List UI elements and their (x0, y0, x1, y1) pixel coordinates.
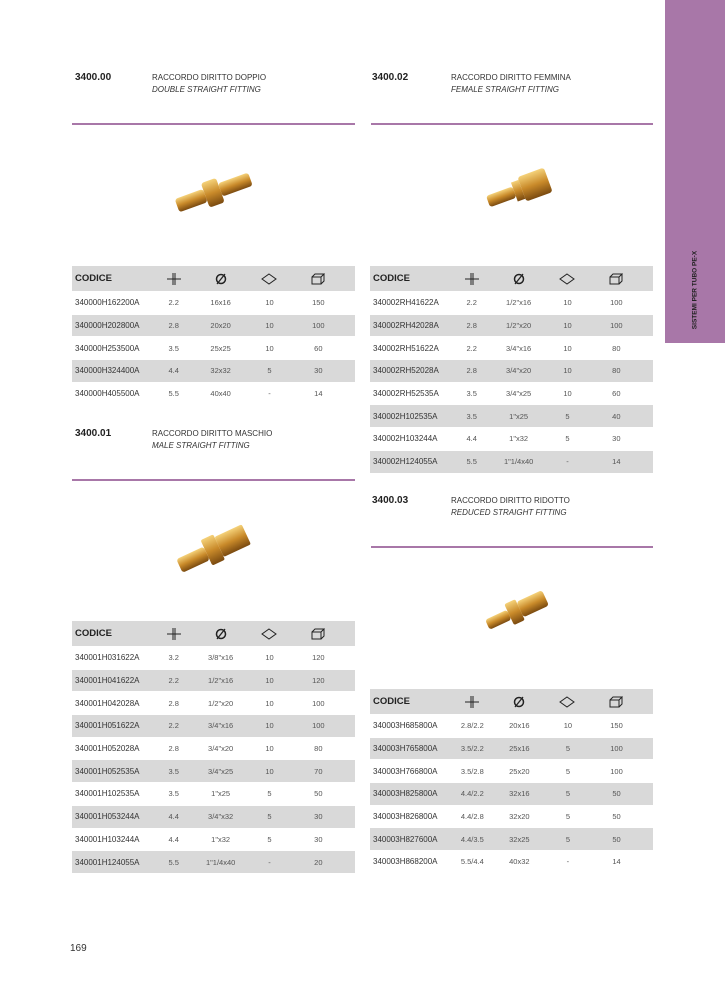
table-cell: 80 (612, 366, 621, 376)
table-cell: 120 (312, 676, 325, 686)
table-row (72, 829, 355, 852)
table-row (72, 806, 355, 829)
table-cell: 30 (314, 812, 323, 822)
table-cell: 340001H103244A (75, 834, 140, 844)
table-cell: 340000H253500A (75, 343, 140, 353)
table-cell: 4.4/2.8 (460, 812, 484, 822)
table-cell: 10 (563, 366, 572, 376)
table-cell: 10 (563, 389, 572, 399)
table-cell: 100 (312, 321, 325, 331)
table-cell: 3/4"x25 (208, 766, 234, 776)
table-cell: 3.2 (168, 653, 179, 663)
pack-icon (555, 696, 579, 708)
table-cell: 3.5 (168, 343, 179, 353)
table-cell: 340001H124055A (75, 857, 140, 867)
table-cell: 340001H052028A (75, 744, 140, 754)
table-cell: 340003H868200A (373, 857, 438, 867)
table-cell: 100 (610, 298, 623, 308)
column-header-code: CODICE (75, 628, 112, 639)
section-title (152, 72, 266, 96)
table-cell: 3/4"x32 (208, 812, 234, 822)
table-cell: 340000H405500A (75, 389, 140, 399)
table-cell: 5 (565, 812, 571, 822)
table-cell: 1/2"x20 (208, 698, 234, 708)
title-en: DOUBLE STRAIGHT FITTING (152, 85, 261, 94)
table-cell: 5.5/4.4 (460, 857, 484, 867)
table-cell: 3.5/2.2 (460, 744, 484, 754)
divider (371, 123, 653, 125)
table-cell: 340002RH41622A (373, 298, 439, 308)
table-row (370, 451, 653, 474)
table-cell: 340003H825800A (373, 789, 438, 799)
table-cell: 30 (314, 366, 323, 376)
table-row (370, 428, 653, 451)
table-cell: - (566, 857, 570, 867)
table-cell: 10 (265, 298, 274, 308)
section-tab-label: SISTEMI PER TUBO PE-X (691, 250, 699, 330)
title-en: FEMALE STRAIGHT FITTING (451, 85, 560, 94)
table-cell: 25x20 (509, 766, 530, 776)
table-cell: 3.5 (168, 766, 179, 776)
table-cell: 1/2"x16 (208, 676, 234, 686)
table-cell: 32x20 (509, 812, 530, 822)
pack-icon (555, 273, 579, 285)
diameter-icon (482, 696, 555, 708)
section-title (152, 428, 272, 452)
product-table (370, 266, 653, 474)
table-cell: 150 (610, 721, 623, 731)
thickness-icon (163, 273, 184, 285)
divider (72, 123, 355, 125)
table-cell: 340001H102535A (75, 789, 140, 799)
table-row (72, 715, 355, 738)
table-cell: 340001H041622A (75, 676, 140, 686)
table-cell: 4.4/2.2 (460, 789, 484, 799)
table-cell: 40x32 (509, 857, 530, 867)
table-cell: 340002H103244A (373, 434, 438, 444)
table-cell: 60 (612, 389, 621, 399)
table-cell: 5 (267, 812, 272, 822)
diameter-icon (184, 273, 257, 285)
table-row (72, 783, 355, 806)
table-cell: 3/4"x20 (506, 366, 532, 376)
table-cell: 120 (312, 653, 325, 663)
table-cell: 5 (565, 744, 571, 754)
table-row (370, 715, 653, 738)
table-cell: 16x16 (210, 298, 231, 308)
table-cell: 10 (563, 343, 572, 353)
table-cell: 340002H102535A (373, 411, 438, 421)
table-row (370, 828, 653, 851)
table-cell: 5 (267, 366, 272, 376)
title-it: RACCORDO DIRITTO FEMMINA (451, 73, 571, 82)
table-cell: 10 (265, 676, 274, 686)
table-cell: 32x16 (509, 789, 530, 799)
table-cell: 1/2"x20 (506, 321, 532, 331)
table-row (72, 738, 355, 761)
table-cell: 2.8 (168, 698, 179, 708)
table-cell: - (566, 457, 569, 467)
table-cell: - (268, 389, 271, 399)
table-cell: 2.8 (466, 366, 477, 376)
table-row (72, 315, 355, 338)
product-image-male-fitting (170, 520, 260, 580)
table-cell: 2.2 (168, 676, 179, 686)
table-cell: 80 (612, 343, 621, 353)
table-cell: 340001H042028A (75, 698, 140, 708)
table-cell: 150 (312, 298, 325, 308)
table-cell: 2.2 (168, 721, 179, 731)
table-cell: 10 (265, 766, 274, 776)
product-table (72, 266, 355, 405)
table-row (72, 851, 355, 874)
table-cell: 40x40 (210, 389, 231, 399)
table-cell: 100 (312, 698, 325, 708)
table-cell: 10 (265, 744, 274, 754)
page-number: 169 (70, 943, 87, 954)
table-cell: 100 (312, 721, 325, 731)
product-image-double-fitting (170, 165, 260, 220)
table-row (370, 806, 653, 829)
box-icon (580, 273, 653, 285)
table-cell: 50 (612, 812, 621, 822)
table-cell: 1"x32 (509, 434, 529, 444)
table-cell: 100 (610, 744, 623, 754)
title-it: RACCORDO DIRITTO RIDOTTO (451, 496, 570, 505)
table-cell: 10 (265, 653, 274, 663)
section-title (451, 72, 571, 96)
table-cell: 10 (563, 321, 572, 331)
table-cell: 10 (265, 721, 274, 731)
table-cell: 5 (565, 434, 570, 444)
table-cell: 340002RH51622A (373, 343, 439, 353)
table-cell: 340003H765800A (373, 744, 438, 754)
table-cell: 70 (314, 766, 323, 776)
table-cell: 340001H053244A (75, 812, 140, 822)
table-cell: 20 (314, 857, 323, 867)
table-cell: 14 (612, 857, 621, 867)
box-icon (282, 273, 355, 285)
table-cell: 100 (610, 766, 623, 776)
table-cell: 4.4 (168, 812, 179, 822)
table-row (370, 383, 653, 406)
table-cell: 340000H324400A (75, 366, 140, 376)
section-code: 3400.00 (75, 72, 112, 83)
table-row (72, 383, 355, 406)
section-code: 3400.01 (75, 428, 112, 439)
table-row (72, 292, 355, 315)
table-cell: 340000H202800A (75, 321, 140, 331)
table-cell: 10 (563, 721, 573, 731)
table-row (370, 337, 653, 360)
table-cell: 10 (265, 343, 274, 353)
diameter-icon (482, 273, 555, 285)
table-row (72, 360, 355, 383)
table-row (370, 851, 653, 874)
table-cell: 340002RH52028A (373, 366, 439, 376)
table-cell: 2.2 (168, 298, 179, 308)
section-code: 3400.02 (372, 72, 409, 83)
table-cell: 4.4 (168, 834, 179, 844)
table-cell: 10 (265, 321, 274, 331)
column-header-code: CODICE (75, 273, 112, 284)
product-image-female-fitting (480, 165, 560, 215)
table-cell: 3.5/2.8 (460, 766, 484, 776)
table-header (370, 689, 653, 715)
table-row (72, 670, 355, 693)
table-row (72, 692, 355, 715)
table-row (370, 292, 653, 315)
table-cell: 4.4 (168, 366, 179, 376)
table-row (370, 360, 653, 383)
table-cell: 4.4 (466, 434, 477, 444)
table-cell: 14 (314, 389, 323, 399)
box-icon (282, 628, 355, 640)
table-cell: 10 (563, 298, 572, 308)
section-tab (665, 0, 725, 343)
table-cell: 3/8"x16 (208, 653, 234, 663)
table-cell: 3/4"x25 (506, 389, 532, 399)
product-table (370, 689, 653, 874)
table-cell: 3.5 (466, 389, 477, 399)
table-cell: 50 (314, 789, 323, 799)
table-cell: 2.8 (466, 321, 477, 331)
table-cell: 2.8/2.2 (460, 721, 484, 731)
table-cell: 5.5 (466, 457, 477, 467)
thickness-icon (461, 273, 482, 285)
table-cell: 5 (565, 834, 571, 844)
table-cell: 5 (565, 411, 570, 421)
table-cell: 3/4"x16 (208, 721, 234, 731)
table-cell: 1/2"x16 (506, 298, 532, 308)
table-cell: 5.5 (168, 857, 179, 867)
table-cell: 5 (267, 834, 272, 844)
table-row (370, 760, 653, 783)
thickness-icon (461, 696, 482, 708)
table-row (370, 738, 653, 761)
table-cell: 2.8 (168, 744, 179, 754)
table-cell: 5 (565, 789, 571, 799)
table-cell: 340003H827600A (373, 834, 438, 844)
table-cell: 30 (612, 434, 621, 444)
table-cell: 2.8 (168, 321, 179, 331)
table-cell: 340001H031622A (75, 653, 140, 663)
divider (371, 546, 653, 548)
table-cell: 340003H685800A (373, 721, 438, 731)
table-cell: 340001H051622A (75, 721, 140, 731)
table-cell: 2.2 (466, 343, 477, 353)
table-cell: 25x25 (210, 343, 231, 353)
table-cell: 5 (267, 789, 272, 799)
table-cell: 340001H052535A (75, 766, 140, 776)
table-row (370, 315, 653, 338)
table-cell: 40 (612, 411, 621, 421)
table-cell: 2.2 (466, 298, 477, 308)
table-cell: 50 (612, 834, 621, 844)
table-cell: 5 (565, 766, 571, 776)
table-row (72, 760, 355, 783)
thickness-icon (163, 628, 184, 640)
pack-icon (257, 273, 281, 285)
title-it: RACCORDO DIRITTO MASCHIO (152, 429, 273, 438)
table-cell: 5.5 (168, 389, 179, 399)
title-en: MALE STRAIGHT FITTING (152, 441, 250, 450)
table-row (370, 405, 653, 428)
table-header (370, 266, 653, 292)
table-cell: 32x32 (210, 366, 231, 376)
box-icon (580, 696, 653, 708)
diameter-icon (184, 628, 257, 640)
table-cell: 20x20 (210, 321, 231, 331)
table-cell: 14 (612, 457, 621, 467)
table-cell: 1"1/4x40 (503, 457, 534, 467)
pack-icon (257, 628, 281, 640)
table-cell: 10 (265, 698, 274, 708)
product-table (72, 621, 355, 874)
table-cell: 3/4"x16 (506, 343, 532, 353)
divider (72, 479, 355, 481)
table-cell: 100 (610, 321, 623, 331)
section-code: 3400.03 (372, 495, 409, 506)
table-cell: 3.5 (466, 411, 477, 421)
table-row (72, 647, 355, 670)
table-cell: 80 (314, 744, 323, 754)
table-header (72, 266, 355, 292)
section-title (451, 495, 570, 519)
table-cell: 340002RH52535A (373, 389, 439, 399)
table-cell: 3.5 (168, 789, 179, 799)
table-cell: 1"x32 (211, 834, 231, 844)
table-row (370, 783, 653, 806)
table-cell: 50 (612, 789, 621, 799)
table-cell: 4.4/3.5 (460, 834, 484, 844)
table-cell: 340002H124055A (373, 457, 438, 467)
title-it: RACCORDO DIRITTO DOPPIO (152, 73, 267, 82)
table-cell: 30 (314, 834, 323, 844)
table-cell: - (268, 857, 271, 867)
table-cell: 1"x25 (211, 789, 231, 799)
table-cell: 340002RH42028A (373, 321, 439, 331)
table-cell: 340000H162200A (75, 298, 140, 308)
table-cell: 32x25 (509, 834, 530, 844)
table-cell: 60 (314, 343, 323, 353)
product-image-reduced-fitting (478, 585, 558, 635)
table-row (72, 337, 355, 360)
column-header-code: CODICE (373, 273, 410, 284)
table-cell: 340003H766800A (373, 766, 438, 776)
title-en: REDUCED STRAIGHT FITTING (451, 508, 567, 517)
table-cell: 25x16 (509, 744, 530, 754)
table-cell: 1"1/4x40 (205, 857, 236, 867)
table-header (72, 621, 355, 647)
column-header-code: CODICE (373, 696, 410, 707)
table-cell: 1"x25 (509, 411, 529, 421)
table-cell: 20x16 (509, 721, 530, 731)
table-cell: 3/4"x20 (208, 744, 234, 754)
table-cell: 340003H826800A (373, 812, 438, 822)
